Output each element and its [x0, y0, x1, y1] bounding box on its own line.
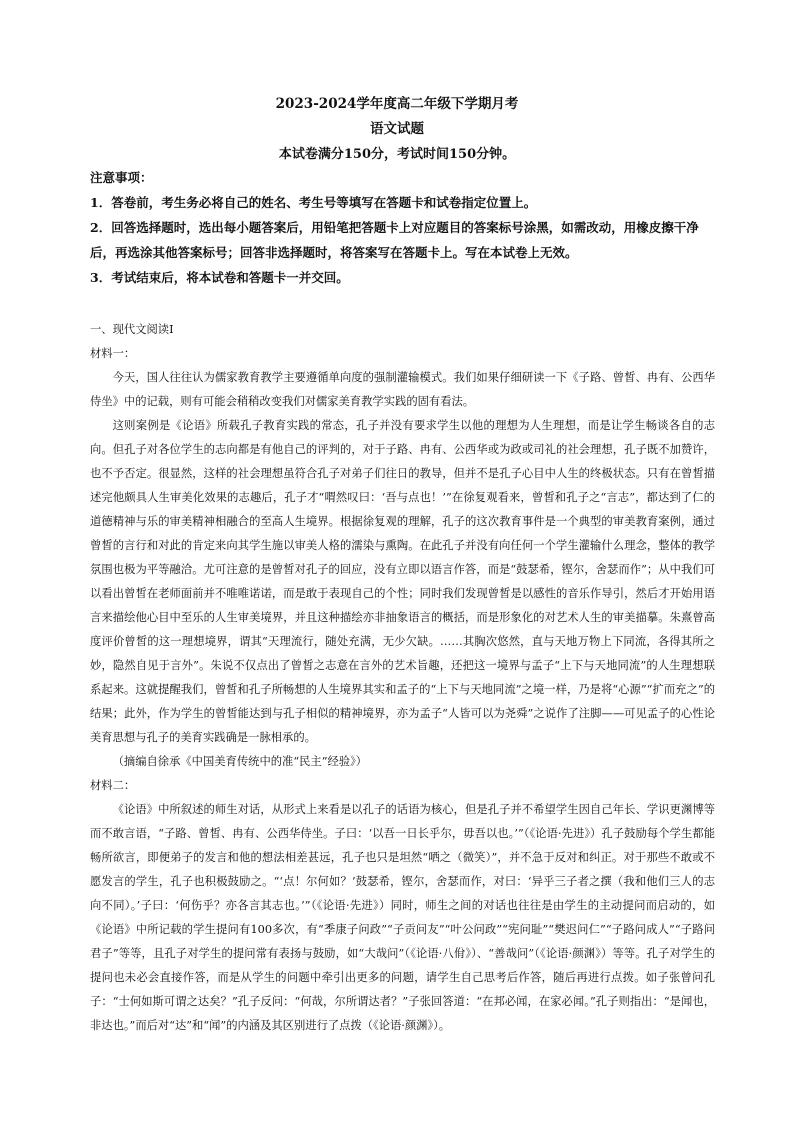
- notes-section: [90, 165, 715, 290]
- material1-label: 材料一：: [90, 347, 136, 360]
- note-item: 3．考试结束后，将本试卷和答题卡一并交回。: [90, 270, 349, 285]
- score-info: 本试卷满分150分，考试时间150分钟。: [278, 147, 516, 162]
- section-title: 一、现代文阅读Ⅰ: [90, 323, 174, 336]
- material2-label: 材料二：: [90, 779, 136, 792]
- material1-paragraph: 今天，国人往往认为儒家教育教学主要遵循单向度的强制灌输模式。我们如果仔细研读一下《子路、曾皙、冉有、公西华侍坐》中的记载，则有可能会稍稍改变我们对儒家美育教学实践的固有看法。: [90, 371, 715, 408]
- note-item: 2．回答选择题时，选出每小题答案后，用铅笔把答题卡上对应题目的答案标号涂黑，如需改动，用橡皮擦干净后，再选涂其他答案标号；回答非选择题时，将答案写在答题卡上。写在本试卷上无效。: [90, 220, 699, 260]
- notes-heading: 注意事项：: [90, 170, 153, 185]
- material1-paragraph: 这则案例是《论语》所载孔子教育实践的常态，孔子并没有要求学生以他的理想为人生理想，而是让学生畅谈各自的志向。但孔子对各位学生的志向都是有他自己的评判的，对于子路、冉有、公西华或为政或司礼的社会理想，孔子既不加赞许，也不予否定。很显然，这样的社会理想虽符合孔子对弟子们往日的教导，但并不是孔子心目中人生的终极状态。只有在曾皙描述完他颇具人生审美化效果的志趣后，孔子才“喟然叹曰：‘吾与点也！’”在徐复观看来，曾皙和孔子之“言志”，都达到了仁的道德精神与乐的审美精神相融合的至高人生境界。根据徐复观的理解，孔子的这次教育事件是一个典型的审美教育案例，通过曾皙的言行和对此的肯定来向其学生施以审美人格的濡染与熏陶。在此孔子并没有向任何一个学生灌输什么理念，整体的教学氛围也极为平等融洽。尤可注意的是曾皙对孔子的回应，没有立即以语言作答，而是“鼓瑟希，铿尔，舍瑟而作”；从中我们可以看出曾皙在老师面前并不唯唯诺诺，而是敢于表现自己的个性；同时我们发现曾皙是以感性的音乐作导引，然后才开始用语言来描绘他心目中至乐的人生审美境界，并且这种描绘亦非抽象语言的概括，而是形象化的对艺术人生的审美描摹。朱熹曾高度评价曾皙的这一理想境界，谓其“天理流行，随处充满，无少欠缺。……其胸次悠然，直与天地万物上下同流，各得其所之妙，隐然自见于言外”。朱说不仅点出了曾皙之志意在言外的艺术旨趣，还把这一境界与孟子“上下与天地同流”的人生理想联系起来。这就提醒我们，曾皙和孔子所畅想的人生境界其实和孟子的“上下与天地同流”之境一样，乃是将“心源”“扩而充之”的结果；此外，作为学生的曾皙能达到与孔子相似的精神境界，亦为孟子“人皆可以为尧舜”之说作了注脚——可见孟子的心性论美育思想与孔子的美育实践确是一脉相承的。: [90, 419, 715, 744]
- material1-source: （摘编自徐承《中国美育传统中的准“民主”经验》）: [112, 755, 368, 768]
- reading-section: [90, 318, 715, 1038]
- material2-paragraph: 《论语》中所叙述的师生对话，从形式上来看是以孔子的话语为核心，但是孔子并不希望学生因自己年长、学识更渊博等而不敢言语，“子路、曾皙、冉有、公西华侍坐。子曰：‘以吾一日长乎尔，毋吾以也。’”（《论语·先进》）孔子鼓励每个学生都能畅所欲言，即便弟子的发言和他的想法相差甚远，孔子也只是坦然“哂之（微笑）”，并不急于反对和纠正。对于那些不敢或不愿发言的学生，孔子也积极鼓励之。“‘点！尔何如？’鼓瑟希，铿尔，舍瑟而作，对曰：‘异乎三子者之撰（我和他们三人的志向不同）。’子曰：‘何伤乎？亦各言其志也。’”（《论语·先进》）同时，师生之间的对话也往往是由学生的主动提问而启动的，如《论语》中所记载的学生提问有100多次，有“季康子问政”“子贡问友”“叶公问政”“宪问耻”“樊迟问仁”“子路问成人”“子路问君子”等等，且孔子对学生的提问常有表扬与鼓励，如“大哉问”（《论语·八佾》）、“善哉问”（《论语·颜渊》）等等。孔子对学生的提问也未必会直接作答，而是从学生的问题中牵引出更多的问题，请学生自己思考后作答，随后再进行点拨。如子张曾问孔子：“士何如斯可谓之达矣？”孔子反问：“何哉，尔所谓达者？”子张回答道：“在邦必闻，在家必闻。”孔子则指出：“是闻也，非达也。”而后对“达”和“闻”的内涵及其区别进行了点拨（《论语·颜渊》）。: [90, 803, 715, 1032]
- subject-title: 语文试题: [370, 121, 424, 137]
- note-item: 1．答卷前，考生务必将自己的姓名、考生号等填写在答题卡和试卷指定位置上。: [90, 195, 537, 210]
- exam-title: 2023-2024学年度高二年级下学期月考: [275, 96, 519, 112]
